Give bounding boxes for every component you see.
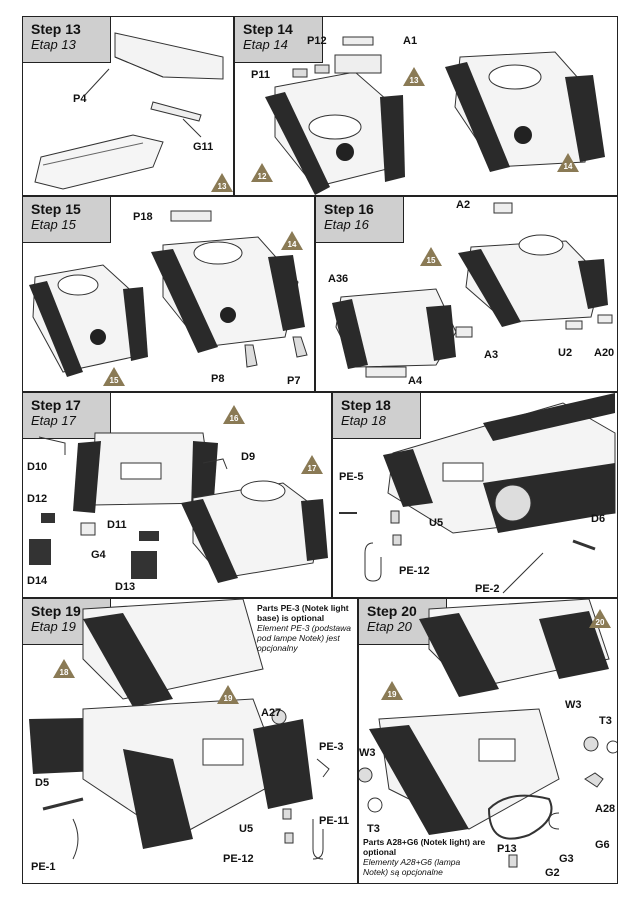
ref-number: 14 bbox=[563, 162, 573, 171]
optional-note bbox=[257, 603, 355, 653]
label-p13: P13 bbox=[497, 843, 517, 855]
label-d12: D12 bbox=[27, 493, 48, 505]
ref-number: 16 bbox=[229, 414, 239, 423]
label-d10: D10 bbox=[27, 461, 48, 473]
ref-number: 13 bbox=[217, 182, 227, 191]
step-etap: Etap 20 bbox=[367, 619, 412, 634]
ref-number: 19 bbox=[223, 694, 233, 703]
optional-note bbox=[363, 837, 487, 877]
ref-number: 13 bbox=[409, 76, 419, 85]
step-etap: Etap 14 bbox=[243, 37, 288, 52]
label-p4: P4 bbox=[73, 93, 87, 105]
label-pe2: PE-2 bbox=[475, 583, 500, 595]
label-g6: G6 bbox=[595, 839, 610, 851]
ref-number: 17 bbox=[307, 464, 317, 473]
step-17-drawing bbox=[23, 393, 332, 598]
label-g4: G4 bbox=[91, 549, 106, 561]
label-d5: D5 bbox=[35, 777, 50, 789]
step-etap: Etap 19 bbox=[31, 619, 76, 634]
label-w3-left: W3 bbox=[359, 747, 376, 759]
label-d6: D6 bbox=[591, 513, 606, 525]
label-w3-right: W3 bbox=[565, 699, 582, 711]
step-title: Step 17 bbox=[31, 397, 81, 413]
label-a20: A20 bbox=[594, 347, 615, 359]
label-a28: A28 bbox=[595, 803, 616, 815]
label-g11: G11 bbox=[193, 141, 214, 153]
step-title: Step 14 bbox=[243, 21, 293, 37]
label-a1: A1 bbox=[403, 35, 418, 47]
label-d14: D14 bbox=[27, 575, 48, 587]
label-pe12: PE-12 bbox=[399, 565, 430, 577]
step-15-drawing bbox=[23, 197, 315, 392]
ref-number: 15 bbox=[426, 256, 436, 265]
label-a3: A3 bbox=[484, 349, 499, 361]
label-t3-left: T3 bbox=[367, 823, 380, 835]
step-16-drawing bbox=[316, 197, 618, 392]
step-etap: Etap 13 bbox=[31, 37, 76, 52]
label-pe11: PE-11 bbox=[319, 815, 349, 827]
note-polish: Elementy A28+G6 (lampa Notek) są opcjonalne bbox=[363, 857, 461, 877]
label-p7: P7 bbox=[287, 375, 301, 387]
note-english: Parts A28+G6 (Notek light) are optional bbox=[363, 837, 486, 857]
step-etap: Etap 15 bbox=[31, 217, 76, 232]
label-pe1: PE-1 bbox=[31, 861, 56, 873]
step-title: Step 13 bbox=[31, 21, 81, 37]
step-title: Step 19 bbox=[31, 603, 81, 619]
ref-number: 12 bbox=[257, 172, 267, 181]
label-p11: P11 bbox=[251, 69, 270, 81]
step-title: Step 15 bbox=[31, 201, 81, 217]
label-g2: G2 bbox=[545, 867, 560, 879]
label-pe12: PE-12 bbox=[223, 853, 254, 865]
step-15-panel bbox=[22, 196, 315, 392]
ref-number: 20 bbox=[595, 618, 605, 627]
step-13-drawing bbox=[23, 17, 234, 196]
label-p8: P8 bbox=[211, 373, 225, 385]
step-16-panel bbox=[315, 196, 618, 392]
label-d9: D9 bbox=[241, 451, 256, 463]
label-d11: D11 bbox=[107, 519, 127, 531]
step-19-panel bbox=[22, 598, 358, 884]
label-pe5: PE-5 bbox=[339, 471, 364, 483]
step-18-drawing bbox=[333, 393, 618, 598]
step-etap: Etap 17 bbox=[31, 413, 76, 428]
label-u5: U5 bbox=[239, 823, 254, 835]
label-a36: A36 bbox=[328, 273, 349, 285]
ref-number: 15 bbox=[109, 376, 119, 385]
label-u5: U5 bbox=[429, 517, 444, 529]
label-a4: A4 bbox=[408, 375, 423, 387]
step-17-panel bbox=[22, 392, 332, 598]
step-20-panel bbox=[358, 598, 618, 884]
label-d13: D13 bbox=[115, 581, 136, 593]
ref-number: 18 bbox=[59, 668, 69, 677]
label-a2: A2 bbox=[456, 199, 471, 211]
ref-number: 19 bbox=[387, 690, 397, 699]
label-u2: U2 bbox=[558, 347, 573, 359]
step-13-panel bbox=[22, 16, 234, 196]
label-p12: P12 bbox=[307, 35, 327, 47]
note-polish: Element PE-3 (podstawa pod lampe Notek) jest opcjonalny bbox=[257, 623, 352, 653]
step-title: Step 18 bbox=[341, 397, 391, 413]
step-etap: Etap 16 bbox=[324, 217, 369, 232]
step-etap: Etap 18 bbox=[341, 413, 386, 428]
step-title: Step 16 bbox=[324, 201, 374, 217]
label-pe3: PE-3 bbox=[319, 741, 344, 753]
step-18-panel bbox=[332, 392, 618, 598]
step-title: Step 20 bbox=[367, 603, 417, 619]
label-g3: G3 bbox=[559, 853, 574, 865]
note-english: Parts PE-3 (Notek light base) is optional bbox=[257, 603, 349, 623]
label-a27: A27 bbox=[261, 707, 282, 719]
label-t3-right: T3 bbox=[599, 715, 612, 727]
label-p18: P18 bbox=[133, 211, 153, 223]
step-14-panel bbox=[234, 16, 618, 196]
ref-number: 14 bbox=[287, 240, 297, 249]
